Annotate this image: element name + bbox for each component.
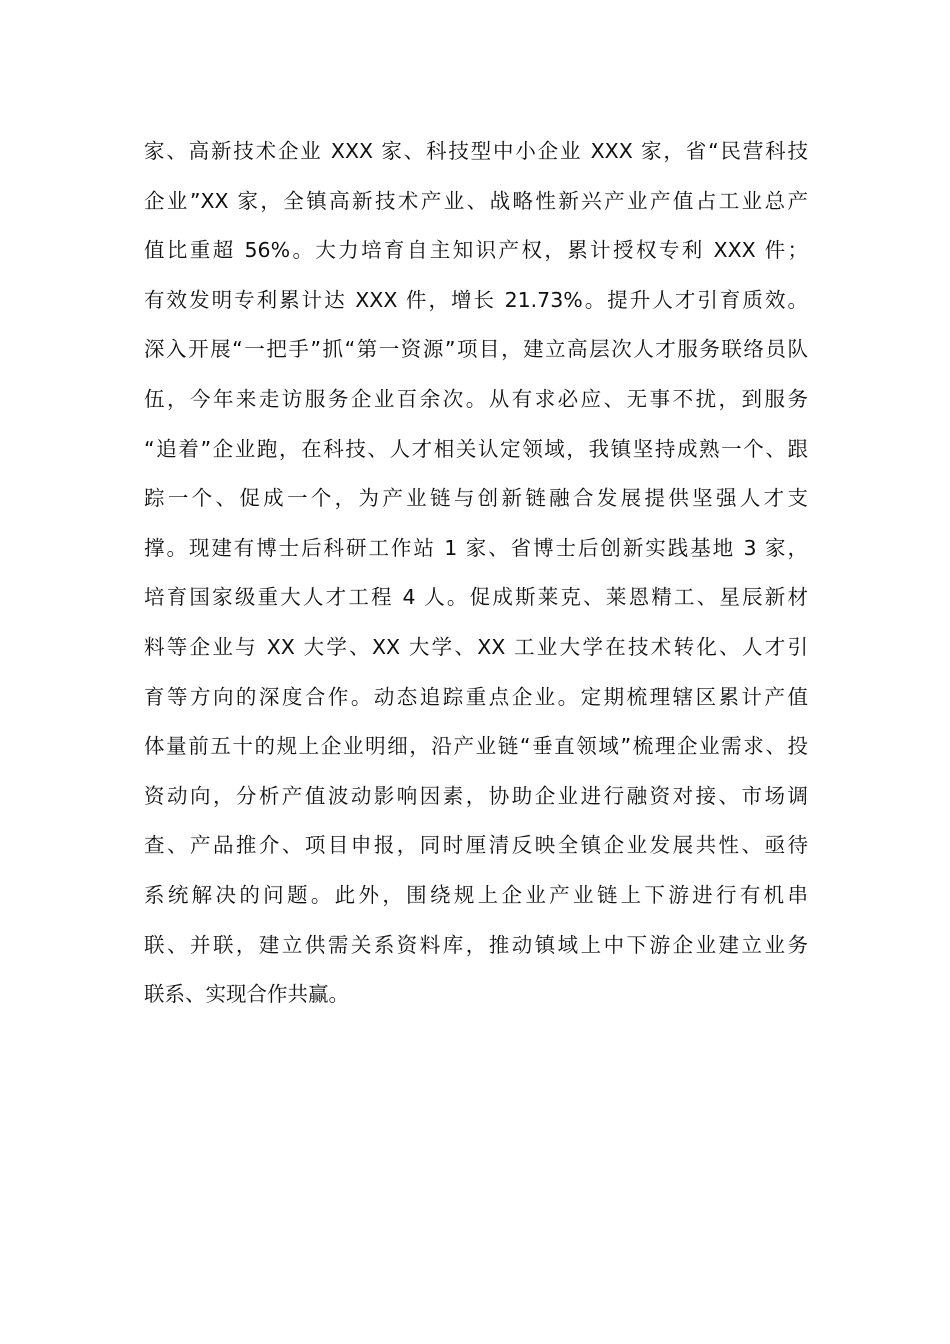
text-line: 联、并联，建立供需关系资料库，推动镇域上中下游企业建立业务 [144, 932, 808, 957]
text-line: 系统解决的问题。此外，围绕规上企业产业链上下游进行有机串 [144, 882, 808, 907]
text-line: 撑。现建有博士后科研工作站 1 家、省博士后创新实践基地 3 家， [144, 535, 808, 560]
text-line: 培育国家级重大人才工程 4 人。促成斯莱克、莱恩精工、星辰新材 [144, 585, 808, 610]
text-line: 有效发明专利累计达 XXX 件，增长 21.73%。提升人才引育质效。 [144, 287, 808, 312]
text-line: 伍，今年来走访服务企业百余次。从有求必应、无事不扰，到服务 [144, 386, 808, 411]
text-line: 企业”XX 家，全镇高新技术产业、战略性新兴产业产值占工业总产 [144, 188, 808, 213]
text-line: 查、产品推介、项目申报，同时厘清反映全镇企业发展共性、亟待 [144, 833, 808, 858]
text-line: “追着”企业跑，在科技、人才相关认定领域，我镇坚持成熟一个、跟 [144, 436, 808, 461]
text-line: 联系、实现合作共赢。 [144, 982, 349, 1007]
text-line: 料等企业与 XX 大学、XX 大学、XX 工业大学在技术转化、人才引 [144, 634, 808, 659]
text-line: 体量前五十的规上企业明细，沿产业链“垂直领域”梳理企业需求、投 [144, 734, 808, 759]
text-line: 深入开展“一把手”抓“第一资源”项目，建立高层次人才服务联络员队 [144, 337, 808, 362]
text-line: 育等方向的深度合作。动态追踪重点企业。定期梳理辖区累计产值 [144, 684, 808, 709]
body-paragraph [144, 127, 808, 1020]
text-line: 资动向，分析产值波动影响因素，协助企业进行融资对接、市场调 [144, 783, 808, 808]
text-line: 值比重超 56%。大力培育自主知识产权，累计授权专利 XXX 件； [144, 238, 808, 263]
text-line: 踪一个、促成一个，为产业链与创新链融合发展提供坚强人才支 [144, 486, 808, 511]
text-line: 家、高新技术企业 XXX 家、科技型中小企业 XXX 家，省“民营科技 [144, 139, 808, 163]
